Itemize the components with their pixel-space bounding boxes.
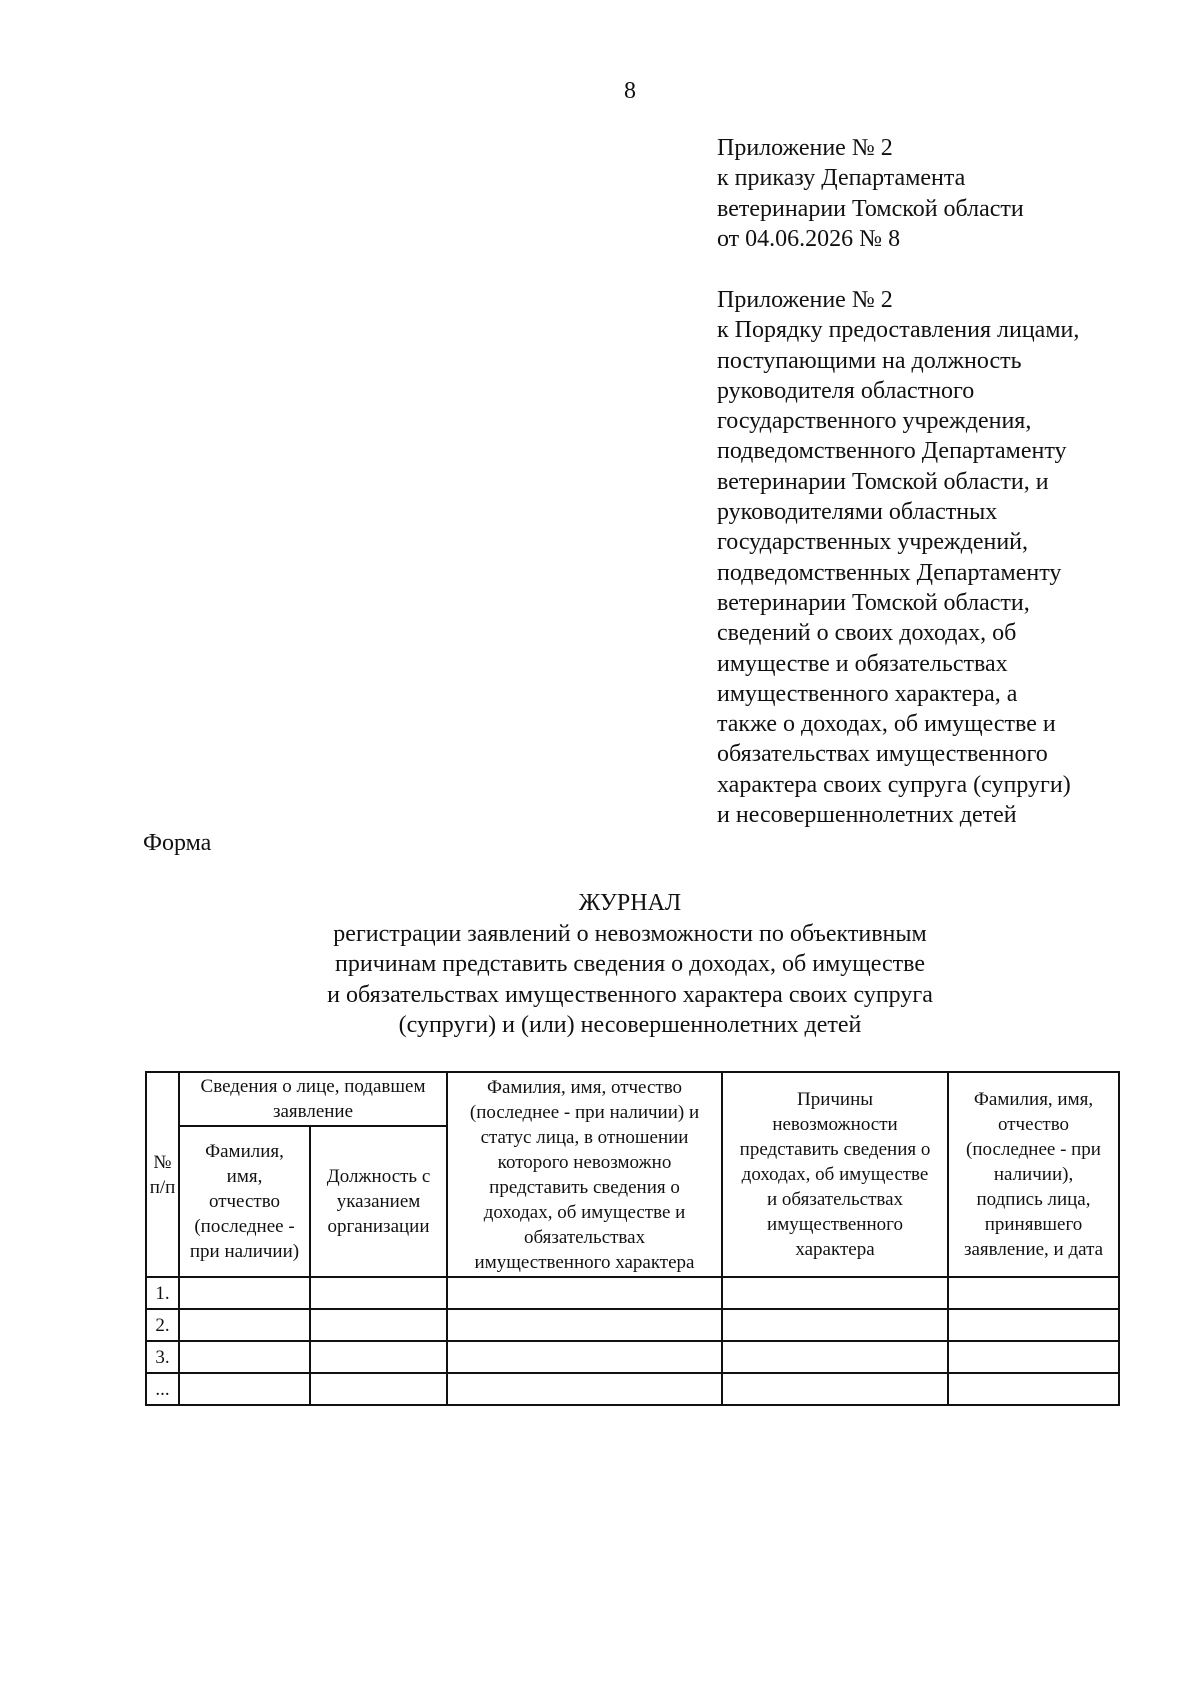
table-cell bbox=[447, 1309, 722, 1341]
header-receiver: Фамилия, имя, отчество (последнее - при наличии), подпись лица, принявшего заявление, и дата bbox=[948, 1072, 1119, 1277]
table-cell bbox=[722, 1277, 948, 1309]
table-cell bbox=[722, 1373, 948, 1405]
header-applicant-name: Фамилия, имя, отчество (последнее - при наличии) bbox=[179, 1126, 310, 1277]
table-cell bbox=[722, 1309, 948, 1341]
table-cell bbox=[179, 1373, 310, 1405]
table-cell bbox=[447, 1373, 722, 1405]
page-number: 8 bbox=[624, 78, 636, 104]
row-number: 3. bbox=[146, 1341, 179, 1373]
table-cell bbox=[948, 1277, 1119, 1309]
table-cell bbox=[722, 1341, 948, 1373]
table-cell bbox=[948, 1341, 1119, 1373]
table-row bbox=[146, 1373, 1119, 1405]
header-reasons: Причины невозможности представить сведения о доходах, об имуществе и обязательствах имущественного характера bbox=[722, 1072, 948, 1277]
form-label: Форма bbox=[143, 830, 212, 856]
header-applicant-group: Сведения о лице, подавшем заявление bbox=[179, 1072, 447, 1126]
header-applicant-position: Должность с указанием организации bbox=[310, 1126, 447, 1277]
table-cell bbox=[948, 1373, 1119, 1405]
table-cell bbox=[179, 1309, 310, 1341]
journal-title: ЖУРНАЛ bbox=[578, 890, 682, 916]
table-cell bbox=[310, 1373, 447, 1405]
appendix-order-reference: Приложение № 2 к приказу Департамента ветеринарии Томской области от 04.06.2026 № 8 bbox=[717, 135, 1024, 252]
table-row bbox=[146, 1341, 1119, 1373]
header-number: № п/п bbox=[146, 1072, 179, 1277]
row-number: 2. bbox=[146, 1309, 179, 1341]
table-cell bbox=[310, 1277, 447, 1309]
table-cell bbox=[310, 1309, 447, 1341]
table-row bbox=[146, 1309, 1119, 1341]
table-cell bbox=[179, 1341, 310, 1373]
table-cell bbox=[948, 1309, 1119, 1341]
row-number: ... bbox=[146, 1373, 179, 1405]
registration-journal-table bbox=[145, 1071, 1120, 1406]
journal-subtitle: регистрации заявлений о невозможности по объективным причинам представить сведения о доходах, об имуществе и обязательствах имущественного характера своих супруга (супруги) и (или) несовершеннолетних детей bbox=[327, 921, 933, 1038]
table-cell bbox=[447, 1277, 722, 1309]
table-row bbox=[146, 1277, 1119, 1309]
table-cell bbox=[447, 1341, 722, 1373]
appendix-procedure-reference: Приложение № 2 к Порядку предоставления лицами, поступающими на должность руководителя областного государственного учреждения, подведомственного Департаменту ветеринарии Томской области, и руководителями областных государственных учреждений, подведомственных Департаменту ветеринарии Томской области, сведений о своих доходах, об имуществе и обязательствах имущественного характера, а также о доходах, об имуществе и обязательствах имущественного характера своих супруга (супруги) и несовершеннолетних детей bbox=[717, 287, 1080, 829]
row-number: 1. bbox=[146, 1277, 179, 1309]
table-cell bbox=[310, 1341, 447, 1373]
header-subject-person: Фамилия, имя, отчество (последнее - при наличии) и статус лица, в отношении которого невозможно представить сведения о доходах, об имуществе и обязательствах имущественного характера bbox=[447, 1072, 722, 1277]
table-cell bbox=[179, 1277, 310, 1309]
